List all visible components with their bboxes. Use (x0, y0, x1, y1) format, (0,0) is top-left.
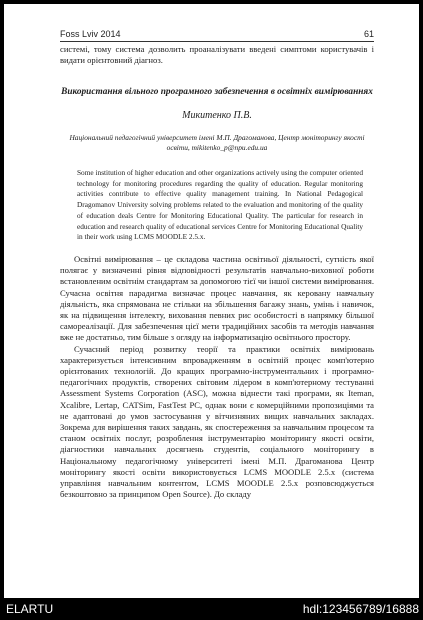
repository-label: ELARTU (6, 602, 54, 616)
status-bar (0, 599, 423, 620)
page-number: 61 (363, 29, 374, 39)
body-paragraph: Освітні вимірювання – це складова частина освітньої діяльності, сутність якої полягає у визначенні рівня відповідності результатів навчально-виховної роботи встановленим освітнім стандартам за допомогою тієї чи іншої системи вимірювання. Сучасна освітня парадигма визначає процес навчання, як керовану навчальну діяльність, яка спрямована не стільки на збільшення багажу знань, умінь і навичок, як на підвищення інтелекту, виховання певних рис особистості в напрямку більшої самореалізації. Для забезпечення цієї мети традиційних засобів та методів навчання вже не достатньо, тим більше з огляду на інформатизацію освітнього простору. (60, 254, 374, 343)
lead-paragraph-block (60, 44, 374, 66)
document-page (4, 4, 419, 598)
article-affiliation: Національний педагогічний університет імені М.П. Драгоманова, Центр моніторингу якості освіти, mikitenko_p@npu.edu.ua (69, 133, 365, 152)
article-abstract: Some institution of higher education and other organizations actively using the computer oriented technology for monitoring procedures regarding the quality of education. Regular monitoring activities contribute to effective quality management training. In National Pedagogical Dragomanov University solving problems related to the evaluation and monitoring of the quality of education deals Centre for Monitoring Educational Quality. The particular for research in education and research quality of educational services Centre for Monitoring Educational Quality in their work using LCMS MOODLE 2.5.x. (77, 168, 363, 242)
article-title: Використання вільного програмного забезпечення в освітніх вимірюваннях (61, 87, 373, 97)
running-header-title: Foss Lviv 2014 (60, 29, 121, 39)
article-author: Микитенко П.В. (182, 110, 252, 121)
article-body (60, 254, 374, 500)
running-header (60, 28, 374, 42)
handle-identifier: hdl:123456789/16888 (302, 602, 419, 616)
body-paragraph: Сучасний період розвитку теорії та практики освітніх вимірювань характеризується інтенсивним впровадженням в освітній процес комп'ютерно орієнтованих технологій. До кращих програмно-інструментальних і програмно-педагогічних продуктів, створених світовим лідером в комп'ютерному тестуванні Assessment Systems Corporation (ASC), можна віднести такі програми, як Iteman, Xcalibre, Lertap, CATSim, FastTest PC, однак вони є комерційними пропозиціями та не адаптовані до умов застосування у вітчизняних вищих навчальних закладах. Зокрема для вирішення таких завдань, як спостереження за навчальним процесом та станом освітніх послуг, розроблення інструментарію моніторингу якості освіти, діагностики навчальних досягнень студентів, соціального моніторингу в Національному педагогічному університеті імені М.П. Драгоманова Центр моніторингу якості освіти використовується LCMS MOODLE 2.5.x (система управління навчальним контентом, LCMS MOODLE 2.5.x розповсюджується безкоштовно за принципом Open Source). До складу (60, 343, 374, 500)
lead-paragraph: системі, тому система дозволить проаналізувати введені симптоми користувачів і видати орієнтовний діагноз. (60, 44, 374, 66)
